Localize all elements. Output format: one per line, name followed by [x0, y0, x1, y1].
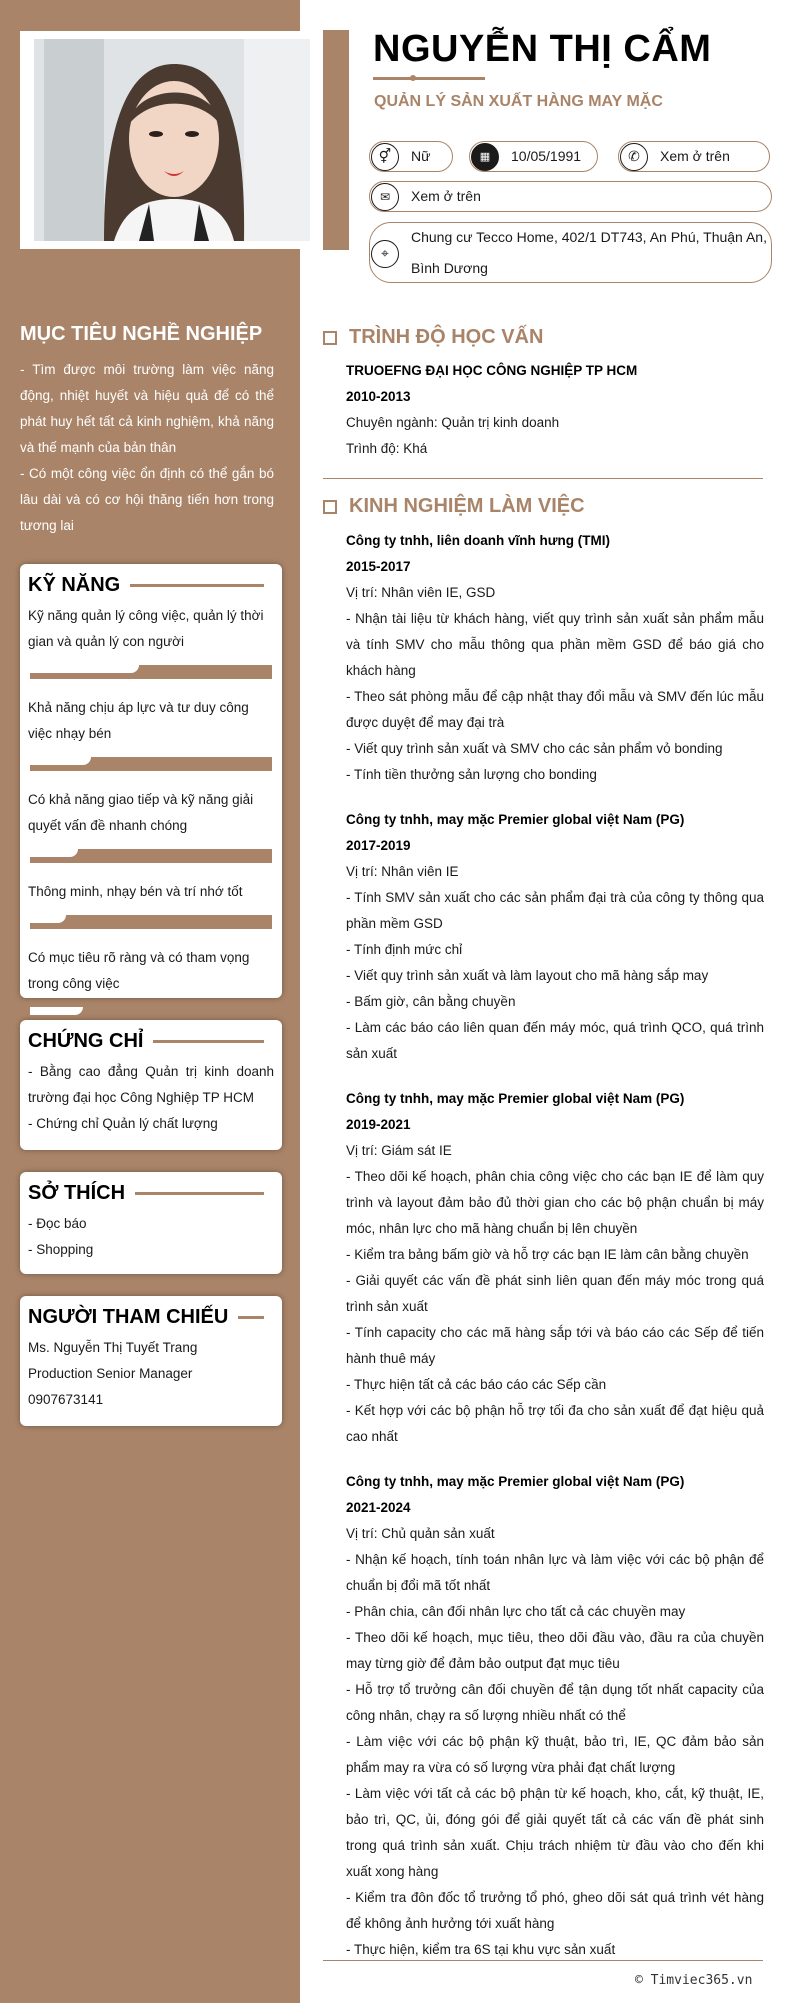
skill-level-notch [30, 915, 66, 923]
section-divider [323, 478, 763, 479]
experience-item [346, 1469, 764, 1963]
address-line-1: Chung cư Tecco Home, 402/1 DT743, An Phú, Thuận An, [411, 228, 767, 245]
email-pill [369, 181, 772, 212]
footer-watermark: © Timviec365.vn [635, 1973, 753, 1988]
references-card [20, 1296, 282, 1426]
reference-position: Production Senior Manager [28, 1366, 193, 1381]
hobby-item: - Đọc báo [28, 1216, 87, 1231]
skill-level-bar [30, 1007, 272, 1021]
experience-years: 2015-2017 [346, 559, 411, 574]
experience-heading [323, 495, 585, 518]
experience-position: Vị trí: Nhân viên IE, GSD [346, 585, 496, 600]
skill-level-bar [30, 665, 272, 679]
experience-details: - Nhận tài liệu từ khách hàng, viết quy trình sản xuất sản phẩm mẫu và tính SMV cho mẫu thông qua phần mềm GSD để báo giá cho khách hàng - Theo sát phòng mẫu để cập nhật thay đổi mẫu và SMV đến lúc mẫu được duyệt để may đại trà - Viết quy trình sản xuất và SMV cho các sản phẩm vỏ bonding - Tính tiền thưởng sản lượng cho bonding [346, 611, 764, 782]
references-heading [28, 1306, 274, 1329]
education-level: Trình độ: Khá [346, 441, 428, 456]
experience-details: - Theo dõi kế hoạch, phân chia công việc cho các bạn IE để làm quy trình và layout đảm bảo đủ thời gian cho các bộ phận chuẩn bị máy móc, nhân lực cho mã hàng chuẩn bị lên chuyền - Kiểm tra bảng bấm giờ và hỗ trợ các bạn IE làm cân bằng chuyền - Giải quyết các vấn đề phát sinh liên quan đến máy móc trong quá trình sản xuất - Tính capacity cho các mã hàng sắp tới và báo cáo các Sếp để tiến hành thuê máy - Thực hiện tất cả các báo cáo các Sếp cần - Kết hợp với các bộ phận hỗ trợ tối đa cho sản xuất để đạt hiệu quả cao nhất [346, 1169, 764, 1444]
square-bullet-icon [323, 331, 337, 345]
address-pill [369, 222, 772, 283]
skill-item [28, 879, 274, 929]
references-heading-text: NGƯỜI THAM CHIẾU [28, 1306, 229, 1328]
hobbies-card [20, 1172, 282, 1274]
section-divider [323, 1960, 763, 1961]
experience-position: Vị trí: Nhân viên IE [346, 864, 459, 879]
skill-level-notch [30, 849, 78, 857]
objective-text: - Tìm được môi trường làm việc năng động, nhiệt huyết và hiệu quả để có thể phát huy hết tất cả kinh nghiệm, khả năng và thế mạnh của bản thân - Có một công việc ổn định có thể gắn bó lâu dài và có cơ hội thăng tiến hơn trong tương lai [20, 362, 274, 533]
reference-phone: 0907673141 [28, 1392, 104, 1407]
skill-item [28, 603, 274, 679]
skills-heading [28, 574, 274, 597]
hobbies-heading-text: SỞ THÍCH [28, 1182, 126, 1204]
skill-item [28, 695, 274, 771]
certificates-heading-text: CHỨNG CHỈ [28, 1030, 144, 1052]
address-value [411, 222, 767, 284]
experience-years: 2021-2024 [346, 1500, 411, 1515]
experience-company: Công ty tnhh, may mặc Premier global việt Nam (PG) [346, 1474, 685, 1489]
job-title: QUẢN LÝ SẢN XUẤT HÀNG MAY MẶC [374, 93, 663, 110]
certificates-heading [28, 1030, 274, 1053]
experience-heading-text: KINH NGHIỆM LÀM VIỆC [349, 495, 585, 517]
skill-label: Có mục tiêu rõ ràng và có tham vọng trong công việc [28, 950, 250, 991]
header-accent-bar [323, 30, 349, 250]
heading-rule [130, 584, 264, 587]
experience-details: - Tính SMV sản xuất cho các sản phẩm đại trà của công ty thông qua phần mềm GSD - Tính định mức chỉ - Viết quy trình sản xuất và làm layout cho mã hàng sắp may - Bấm giờ, cân bằng chuyền - Làm các báo cáo liên quan đến máy móc, quá trình QCO, quá trình sản xuất [346, 890, 764, 1061]
certificates-card [20, 1020, 282, 1150]
experience-company: Công ty tnhh, may mặc Premier global việt Nam (PG) [346, 812, 685, 827]
experience-position: Vị trí: Chủ quản sản xuất [346, 1526, 495, 1541]
heading-rule [153, 1040, 264, 1043]
phone-value: Xem ở trên [660, 148, 730, 164]
education-heading [323, 326, 543, 349]
reference-name: Ms. Nguyễn Thị Tuyết Trang [28, 1340, 198, 1355]
gender-pill [369, 141, 453, 172]
certificates-text: - Bằng cao đẳng Quản trị kinh doanh trường đại học Công Nghiệp TP HCM - Chứng chỉ Quản lý chất lượng [28, 1064, 274, 1131]
email-value: Xem ở trên [411, 188, 481, 204]
skills-list [28, 603, 274, 1021]
calendar-icon: ▦ [471, 143, 499, 171]
skill-level-notch [30, 1007, 83, 1015]
education-block [346, 358, 764, 462]
square-bullet-icon [323, 500, 337, 514]
avatar [34, 39, 310, 241]
experience-details: - Nhận kế hoạch, tính toán nhân lực và làm việc với các bộ phận để chuẩn bị đổi mã tốt nhất - Phân chia, cân đối nhân lực cho tất cả các chuyền may - Theo dõi kế hoạch, mục tiêu, theo dõi đầu vào, đầu ra của chuyền may từng giờ để đảm bảo output đạt mục tiêu - Hỗ trợ tổ trưởng cân đối chuyền để tận dụng tốt nhất capacity của công nhân, chạy ra số lượng nhiều nhất có thể - Làm việc với các bộ phận kỹ thuật, bảo trì, IE, QC đảm bảo sản phẩm may ra vừa có số lượng vừa phải đạt chất lượng - Làm việc với tất cả các bộ phận từ kế hoạch, kho, cắt, kỹ thuật, IE, bảo trì, QC, ủi, đóng gói để giải quyết tất cả các vấn đề phát sinh trong quá trình sản xuất. Chịu trách nhiệm từ đầu vào cho đến khi xuất xong hàng - Kiểm tra đôn đốc tổ trưởng tổ phó, gheo dõi sát quá trình vét hàng để không ảnh hưởng tới xuất hàng - Thực hiện, kiểm tra 6S tại khu vực sản xuất [346, 1552, 764, 1957]
skill-level-notch [30, 757, 91, 765]
skill-level-bar [30, 849, 272, 863]
skill-level-bar [30, 915, 272, 929]
skills-card [20, 564, 282, 998]
education-major: Chuyên ngành: Quản trị kinh doanh [346, 415, 560, 430]
education-heading-text: TRÌNH ĐỘ HỌC VẤN [349, 326, 544, 348]
gender-icon: ⚥ [371, 143, 399, 171]
skill-label: Khả năng chịu áp lực và tư duy công việc nhạy bén [28, 700, 249, 741]
skill-level-notch [30, 665, 139, 673]
name-underline-dot [410, 75, 416, 81]
experience-company: Công ty tnhh, liên doanh vĩnh hưng (TMI) [346, 533, 610, 548]
objective-heading: MỤC TIÊU NGHỀ NGHIỆP [20, 323, 263, 345]
heading-rule [135, 1192, 264, 1195]
phone-icon: ✆ [620, 143, 648, 171]
experience-company: Công ty tnhh, may mặc Premier global việt Nam (PG) [346, 1091, 685, 1106]
birthday-pill [469, 141, 598, 172]
hobbies-heading [28, 1182, 274, 1205]
skill-label: Có khả năng giao tiếp và kỹ năng giải quyết vấn đề nhanh chóng [28, 792, 254, 833]
skill-item [28, 787, 274, 863]
experience-years: 2019-2021 [346, 1117, 411, 1132]
gender-value: Nữ [411, 148, 431, 164]
candidate-name: NGUYỄN THỊ CẨM [373, 28, 712, 70]
skill-item [28, 945, 274, 1021]
birthday-value: 10/05/1991 [511, 148, 582, 164]
location-pin-icon: ⌖ [371, 240, 399, 268]
skill-label: Kỹ năng quản lý công việc, quản lý thời gian và quản lý con người [28, 608, 264, 649]
skill-label: Thông minh, nhạy bén và trí nhớ tốt [28, 884, 243, 899]
experience-item [346, 1086, 764, 1450]
experience-list [346, 528, 764, 1963]
experience-position: Vị trí: Giám sát IE [346, 1143, 452, 1158]
name-underline [373, 77, 485, 80]
experience-item [346, 807, 764, 1067]
phone-pill [618, 141, 770, 172]
heading-rule [238, 1316, 264, 1319]
address-line-2: Bình Dương [411, 259, 488, 276]
hobby-item: - Shopping [28, 1242, 94, 1257]
education-years: 2010-2013 [346, 389, 411, 404]
skill-level-bar [30, 757, 272, 771]
experience-years: 2017-2019 [346, 838, 411, 853]
experience-item [346, 528, 764, 788]
email-icon: ✉ [371, 183, 399, 211]
education-school: TRUOEFNG ĐẠI HỌC CÔNG NGHIỆP TP HCM [346, 363, 638, 378]
skills-heading-text: KỸ NĂNG [28, 574, 121, 596]
